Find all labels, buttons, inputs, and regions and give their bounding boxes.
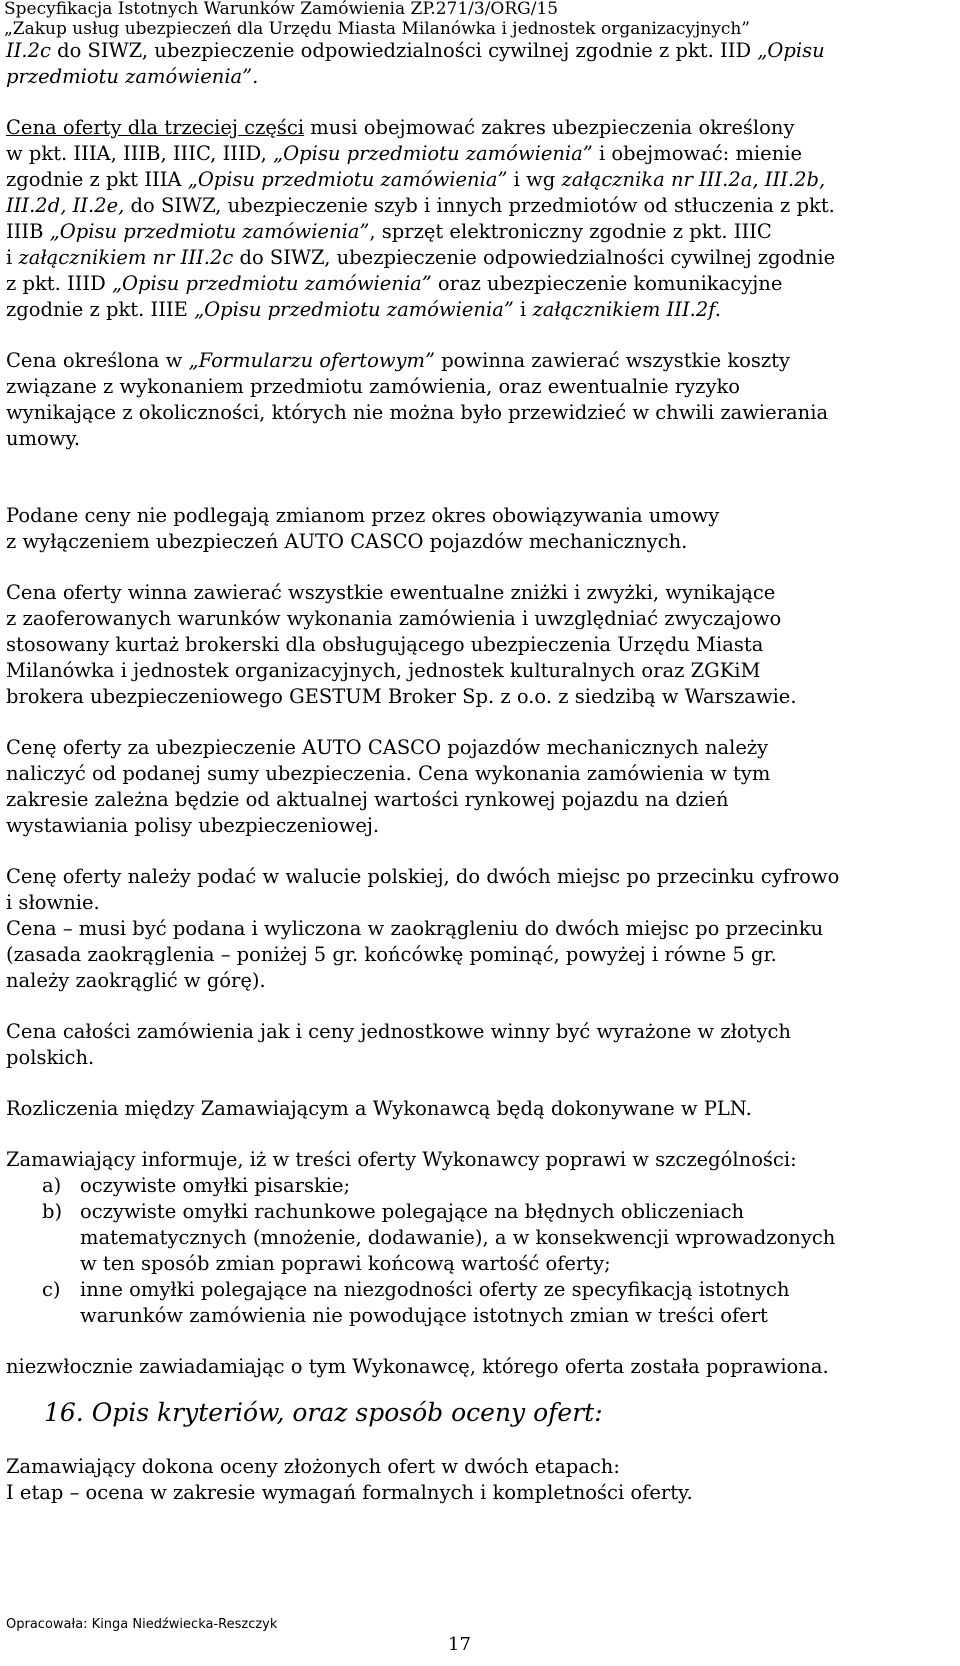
- text-line: Cenę oferty należy podać w walucie polskiej, do dwóch miejsc po przecinku cyfrowo: [6, 865, 840, 888]
- text-span: oraz ubezpieczenie komunikacyjne: [431, 272, 783, 295]
- text-span: załącznika nr III.2a, III.2b,: [561, 168, 826, 191]
- list-item-line: warunków zamówienia nie powodujące istotnych zmian w treści ofert: [80, 1304, 768, 1327]
- text-line: naliczyć od podanej sumy ubezpieczenia. Cena wykonania zamówienia w tym: [6, 762, 771, 785]
- underlined-text: Cena oferty dla trzeciej części: [6, 116, 305, 139]
- list-marker: a): [42, 1174, 62, 1197]
- text-span: , sprzęt elektroniczny zgodnie z pkt. IIIC: [369, 220, 772, 243]
- text-line: Podane ceny nie podlegają zmianom przez okres obowiązywania umowy: [6, 504, 720, 527]
- text-line: Zamawiający dokona oceny złożonych ofert w dwóch etapach:: [6, 1455, 620, 1478]
- text-span: musi obejmować zakres ubezpieczenia określony: [304, 116, 795, 139]
- text-span: do SIWZ, ubezpieczenie odpowiedzialności cywilnej zgodnie z pkt. IID: [50, 39, 758, 62]
- text-span: i: [513, 298, 533, 321]
- text-span: „Opisu: [757, 39, 825, 62]
- text-span: i obejmować: mienie: [592, 142, 803, 165]
- list-item-line: inne omyłki polegające na niezgodności oferty ze specyfikacją istotnych: [80, 1278, 790, 1301]
- text-span: „Opisu przedmiotu zamówienia”: [273, 142, 593, 165]
- list-item-line: oczywiste omyłki pisarskie;: [80, 1174, 351, 1197]
- text-span: „Formularzu ofertowym”: [188, 349, 435, 372]
- text-span: powinna zawierać wszystkie koszty: [435, 349, 791, 372]
- text-line: Cenę oferty za ubezpieczenie AUTO CASCO pojazdów mechanicznych należy: [6, 736, 769, 759]
- footer-author: Opracowała: Kinga Niedźwiecka-Reszczyk: [6, 1617, 278, 1632]
- text-line: [6, 219, 772, 245]
- text-line: Rozliczenia między Zamawiającym a Wykonawcą będą dokonywane w PLN.: [6, 1097, 752, 1120]
- list-item-line: matematycznych (mnożenie, dodawanie), a w konsekwencji wprowadzonych: [80, 1226, 836, 1249]
- text-line: umowy.: [6, 427, 81, 450]
- text-line: z wyłączeniem ubezpieczeń AUTO CASCO pojazdów mechanicznych.: [6, 530, 688, 553]
- text-line: [6, 271, 782, 297]
- text-line: (zasada zaokrąglenia – poniżej 5 gr. końcówkę pominąć, powyżej i równe 5 gr.: [6, 943, 777, 966]
- text-line: przedmiotu zamówienia”.: [6, 65, 259, 88]
- page-number: 17: [448, 1634, 471, 1655]
- text-span: „Opisu przedmiotu zamówienia”: [49, 220, 370, 243]
- text-span: IIIB: [6, 220, 50, 243]
- text-span: zgodnie z pkt. IIIE: [6, 298, 195, 321]
- header-line-1: Specyfikacja Istotnych Warunków Zamówienia ZP.271/3/ORG/15: [4, 0, 559, 19]
- text-span: w pkt. IIIA, IIIB, IIIC, IIID,: [6, 142, 274, 165]
- text-line: związane z wykonaniem przedmiotu zamówienia, oraz ewentualnie ryzyko: [6, 375, 741, 398]
- text-span: zgodnie z pkt IIIA: [6, 168, 188, 191]
- text-line: [6, 193, 835, 219]
- text-line: [6, 297, 721, 323]
- section-heading: 16. Opis kryteriów, oraz sposób oceny ofert:: [44, 1398, 603, 1427]
- text-line: z zaoferowanych warunków wykonania zamówienia i uwzględniać zwyczajowo: [6, 607, 782, 630]
- text-span: „Opisu przedmiotu zamówienia”: [194, 298, 514, 321]
- text-span: „Opisu przedmiotu zamówienia”: [111, 272, 432, 295]
- list-item-line: w ten sposób zmian poprawi końcową wartość oferty;: [80, 1252, 611, 1275]
- text-line: wynikające z okoliczności, których nie można było przewidzieć w chwili zawierania: [6, 401, 829, 424]
- text-span: załącznikiem nr III.2c: [18, 246, 234, 269]
- text-line: [6, 167, 825, 193]
- text-line: Milanówka i jednostek organizacyjnych, jednostek kulturalnych oraz ZGKiM: [6, 659, 761, 682]
- text-span: „Opisu przedmiotu zamówienia”: [187, 168, 508, 191]
- text-line: polskich.: [6, 1046, 95, 1069]
- text-line: wystawiania polisy ubezpieczeniowej.: [6, 814, 380, 837]
- text-line: i słownie.: [6, 891, 100, 914]
- page-header: [4, 0, 954, 39]
- list-marker: c): [42, 1278, 61, 1301]
- text-line: [6, 348, 790, 374]
- text-line: Zamawiający informuje, iż w treści oferty Wykonawcy poprawi w szczególności:: [6, 1148, 797, 1171]
- text-line: [6, 245, 835, 271]
- text-span: i: [6, 246, 19, 269]
- text-line: niezwłocznie zawiadamiając o tym Wykonawcę, którego oferta została poprawiona.: [6, 1355, 829, 1378]
- text-line: I etap – ocena w zakresie wymagań formalnych i kompletności oferty.: [6, 1481, 693, 1504]
- header-line-2: „Zakup usług ubezpieczeń dla Urzędu Miasta Milanówka i jednostek organizacyjnych”: [4, 18, 750, 39]
- text-line: stosowany kurtaż brokerski dla obsługującego ubezpieczenia Urzędu Miasta: [6, 633, 764, 656]
- text-span: do SIWZ, ubezpieczenie odpowiedzialności cywilnej zgodnie: [233, 246, 836, 269]
- text-line: [6, 115, 794, 141]
- text-line: należy zaokrąglić w górę).: [6, 969, 266, 992]
- text-span: z pkt. IIID: [6, 272, 112, 295]
- text-line: Cena – musi być podana i wyliczona w zaokrągleniu do dwóch miejsc po przecinku: [6, 917, 824, 940]
- text-span: załącznikiem III.2f.: [532, 298, 721, 321]
- text-span: do SIWZ, ubezpieczenie szyb i innych przedmiotów od stłuczenia z pkt.: [124, 194, 835, 217]
- text-span: III.2d, II.2e,: [6, 194, 125, 217]
- list-marker: b): [42, 1200, 63, 1223]
- text-line: [6, 38, 944, 64]
- text-line: Cena całości zamówienia jak i ceny jednostkowe winny być wyrażone w złotych: [6, 1020, 791, 1043]
- text-line: [6, 141, 802, 167]
- text-span: II.2c: [6, 39, 51, 62]
- text-line: brokera ubezpieczeniowego GESTUM Broker Sp. z o.o. z siedzibą w Warszawie.: [6, 685, 797, 708]
- text-line: Cena oferty winna zawierać wszystkie ewentualne zniżki i zwyżki, wynikające: [6, 581, 776, 604]
- text-span: i wg: [507, 168, 562, 191]
- text-span: Cena określona w: [6, 349, 189, 372]
- text-line: zakresie zależna będzie od aktualnej wartości rynkowej pojazdu na dzień: [6, 788, 729, 811]
- list-item-line: oczywiste omyłki rachunkowe polegające na błędnych obliczeniach: [80, 1200, 745, 1223]
